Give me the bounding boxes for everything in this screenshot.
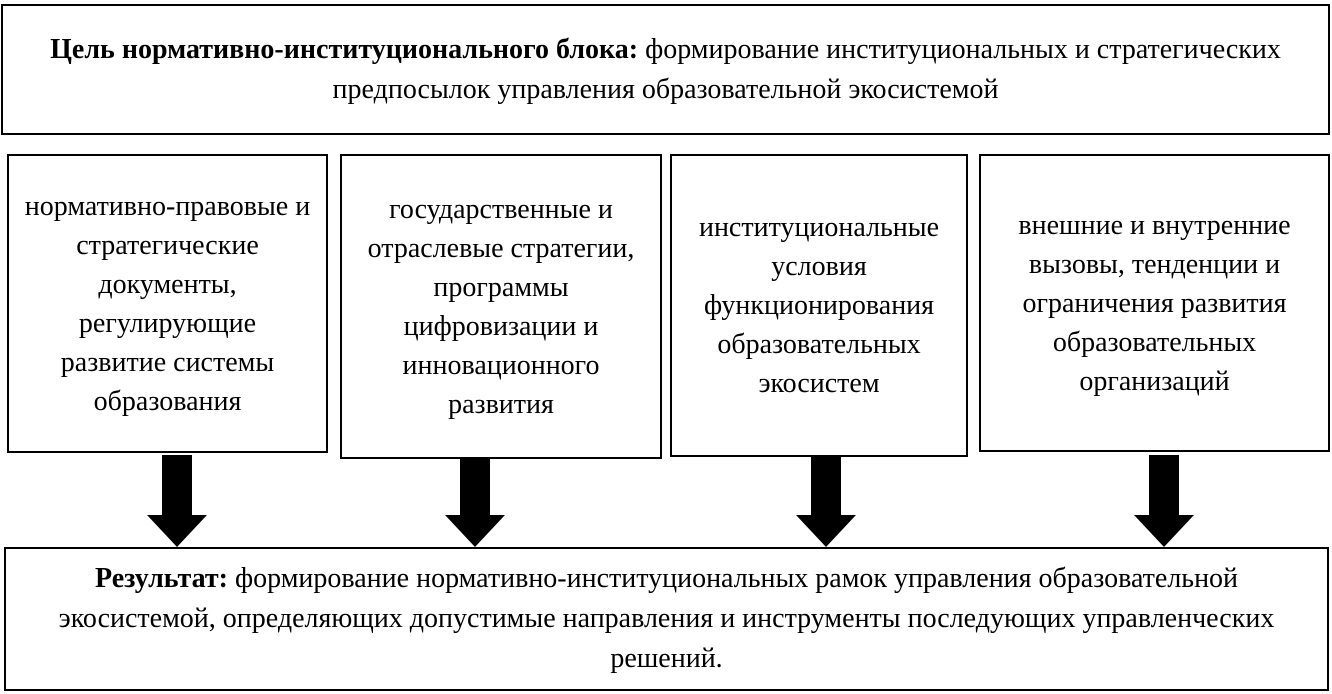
component-text: государственные и отраслевые стратегии, программы цифровизации и инновационного развития [367,193,635,420]
component-text: внешние и внутренние вызовы, тенденции и ограничения развития образовательных организаций [1018,209,1291,397]
component-box-institutional-conditions [670,154,968,457]
result-description: формирование нормативно-институциональных рамок управления образовательной экосистемой, определяющих допустимые направления и инструменты последующих управленческих решений. [58,563,1275,674]
goal-label: Цель нормативно-институционального блока: [50,33,639,65]
result-label: Результат: [94,563,228,594]
goal-description: формирование институциональных и стратегических предпосылок управления образовательной экосистемой [332,33,1281,105]
down-arrow-icon [445,459,505,551]
component-text: институциональные условия функционирования образовательных экосистем [698,212,940,399]
goal-box [1,4,1330,135]
goal-text [33,30,1298,110]
result-text [36,559,1297,679]
result-box [4,547,1329,691]
component-box-regulatory-documents [7,154,328,453]
component-box-strategies-programs [340,154,662,459]
down-arrow-icon [147,455,207,547]
down-arrow-icon [796,457,856,549]
component-text: нормативно-правовые и стратегические документы, регулирующие развитие системы образования [24,190,311,417]
down-arrow-icon [1134,455,1194,547]
component-box-challenges-trends [979,154,1330,452]
